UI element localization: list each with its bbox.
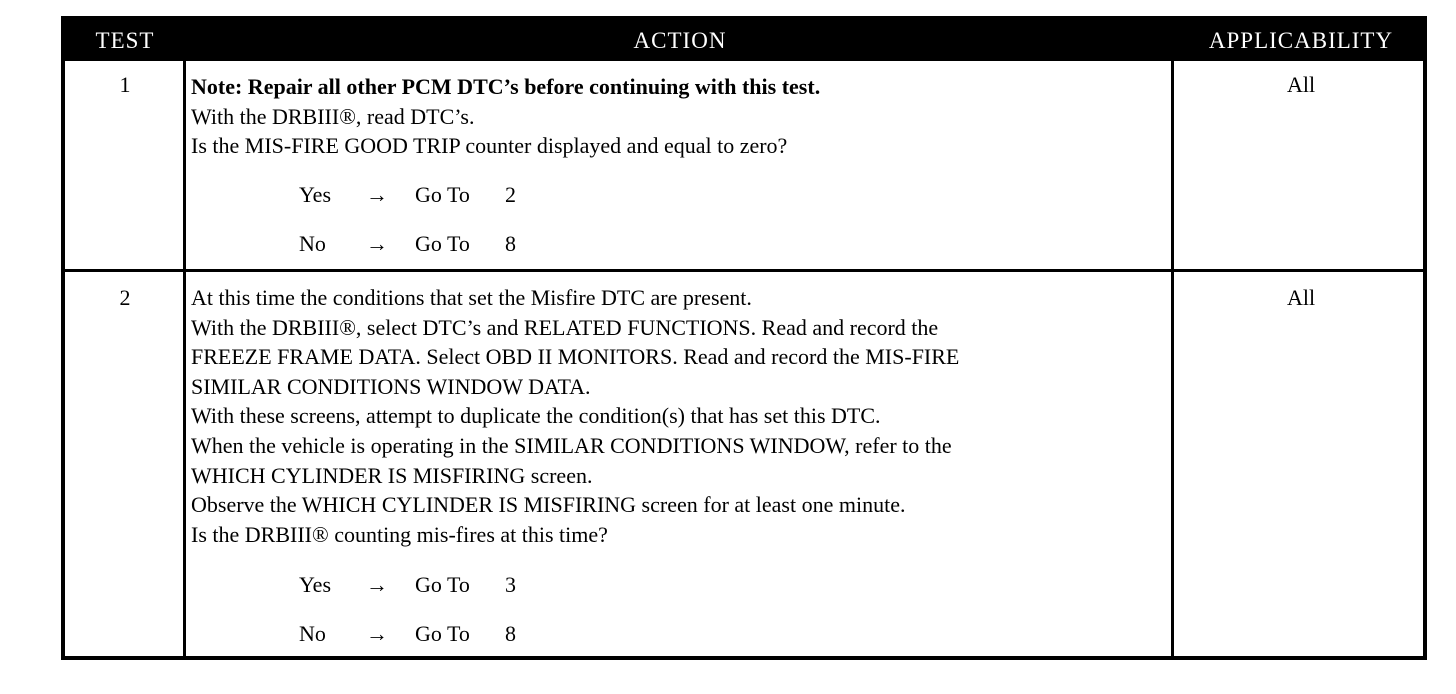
action-line: At this time the conditions that set the Misfire DTC are present. — [191, 285, 752, 310]
action-line: With the DRBIII®, read DTC’s. — [191, 103, 475, 129]
action-line: SIMILAR CONDITIONS WINDOW DATA. — [191, 373, 591, 399]
arrow-icon: → — [366, 182, 388, 207]
choice-target: 2 — [505, 182, 516, 207]
choice-target: 8 — [505, 621, 516, 646]
choice-goto: Go To — [415, 572, 470, 597]
diagnostic-test-table — [61, 16, 1427, 660]
choice-answer: No — [299, 231, 326, 256]
action-line: With the DRBIII®, select DTC’s and RELATED FUNCTIONS. Read and record the — [191, 314, 939, 340]
action-line: FREEZE FRAME DATA. Select OBD II MONITORS. Read and record the MIS-FIRE — [191, 344, 960, 370]
header-applicability: APPLICABILITY — [1208, 28, 1394, 53]
choice-target: 8 — [505, 231, 516, 256]
action-text-1 — [191, 72, 1171, 161]
choice-answer: No — [299, 621, 326, 646]
table-header — [65, 20, 1423, 61]
action-text-2 — [191, 283, 1171, 549]
arrow-icon: → — [366, 572, 388, 597]
applicability-1: All — [1286, 72, 1316, 97]
action-line: Observe the WHICH CYLINDER IS MISFIRING screen for at least one minute. — [191, 492, 906, 518]
action-line: WHICH CYLINDER IS MISFIRING screen. — [191, 462, 593, 488]
choice-goto: Go To — [415, 231, 470, 256]
test-number-1: 1 — [119, 72, 131, 97]
action-line: Is the DRBIII® counting mis-fires at this time? — [191, 521, 608, 547]
action-line: With these screens, attempt to duplicate the condition(s) that has set this DTC. — [191, 403, 881, 429]
choice-goto: Go To — [415, 621, 470, 646]
header-action: ACTION — [633, 28, 727, 53]
choice-answer: Yes — [299, 182, 332, 207]
choice-goto: Go To — [415, 182, 470, 207]
column-divider — [183, 61, 186, 656]
arrow-icon: → — [366, 621, 388, 646]
row-divider — [65, 269, 1423, 272]
action-line: Is the MIS-FIRE GOOD TRIP counter displayed and equal to zero? — [191, 133, 788, 159]
column-divider — [1171, 61, 1174, 656]
applicability-2: All — [1286, 285, 1316, 310]
arrow-icon: → — [366, 231, 388, 256]
header-test: TEST — [95, 28, 155, 53]
action-line: When the vehicle is operating in the SIMILAR CONDITIONS WINDOW, refer to the — [191, 432, 952, 458]
choice-target: 3 — [505, 572, 516, 597]
test-number-2: 2 — [119, 285, 131, 310]
choice-answer: Yes — [299, 572, 332, 597]
action-line: Note: Repair all other PCM DTC’s before continuing with this test. — [191, 74, 821, 99]
